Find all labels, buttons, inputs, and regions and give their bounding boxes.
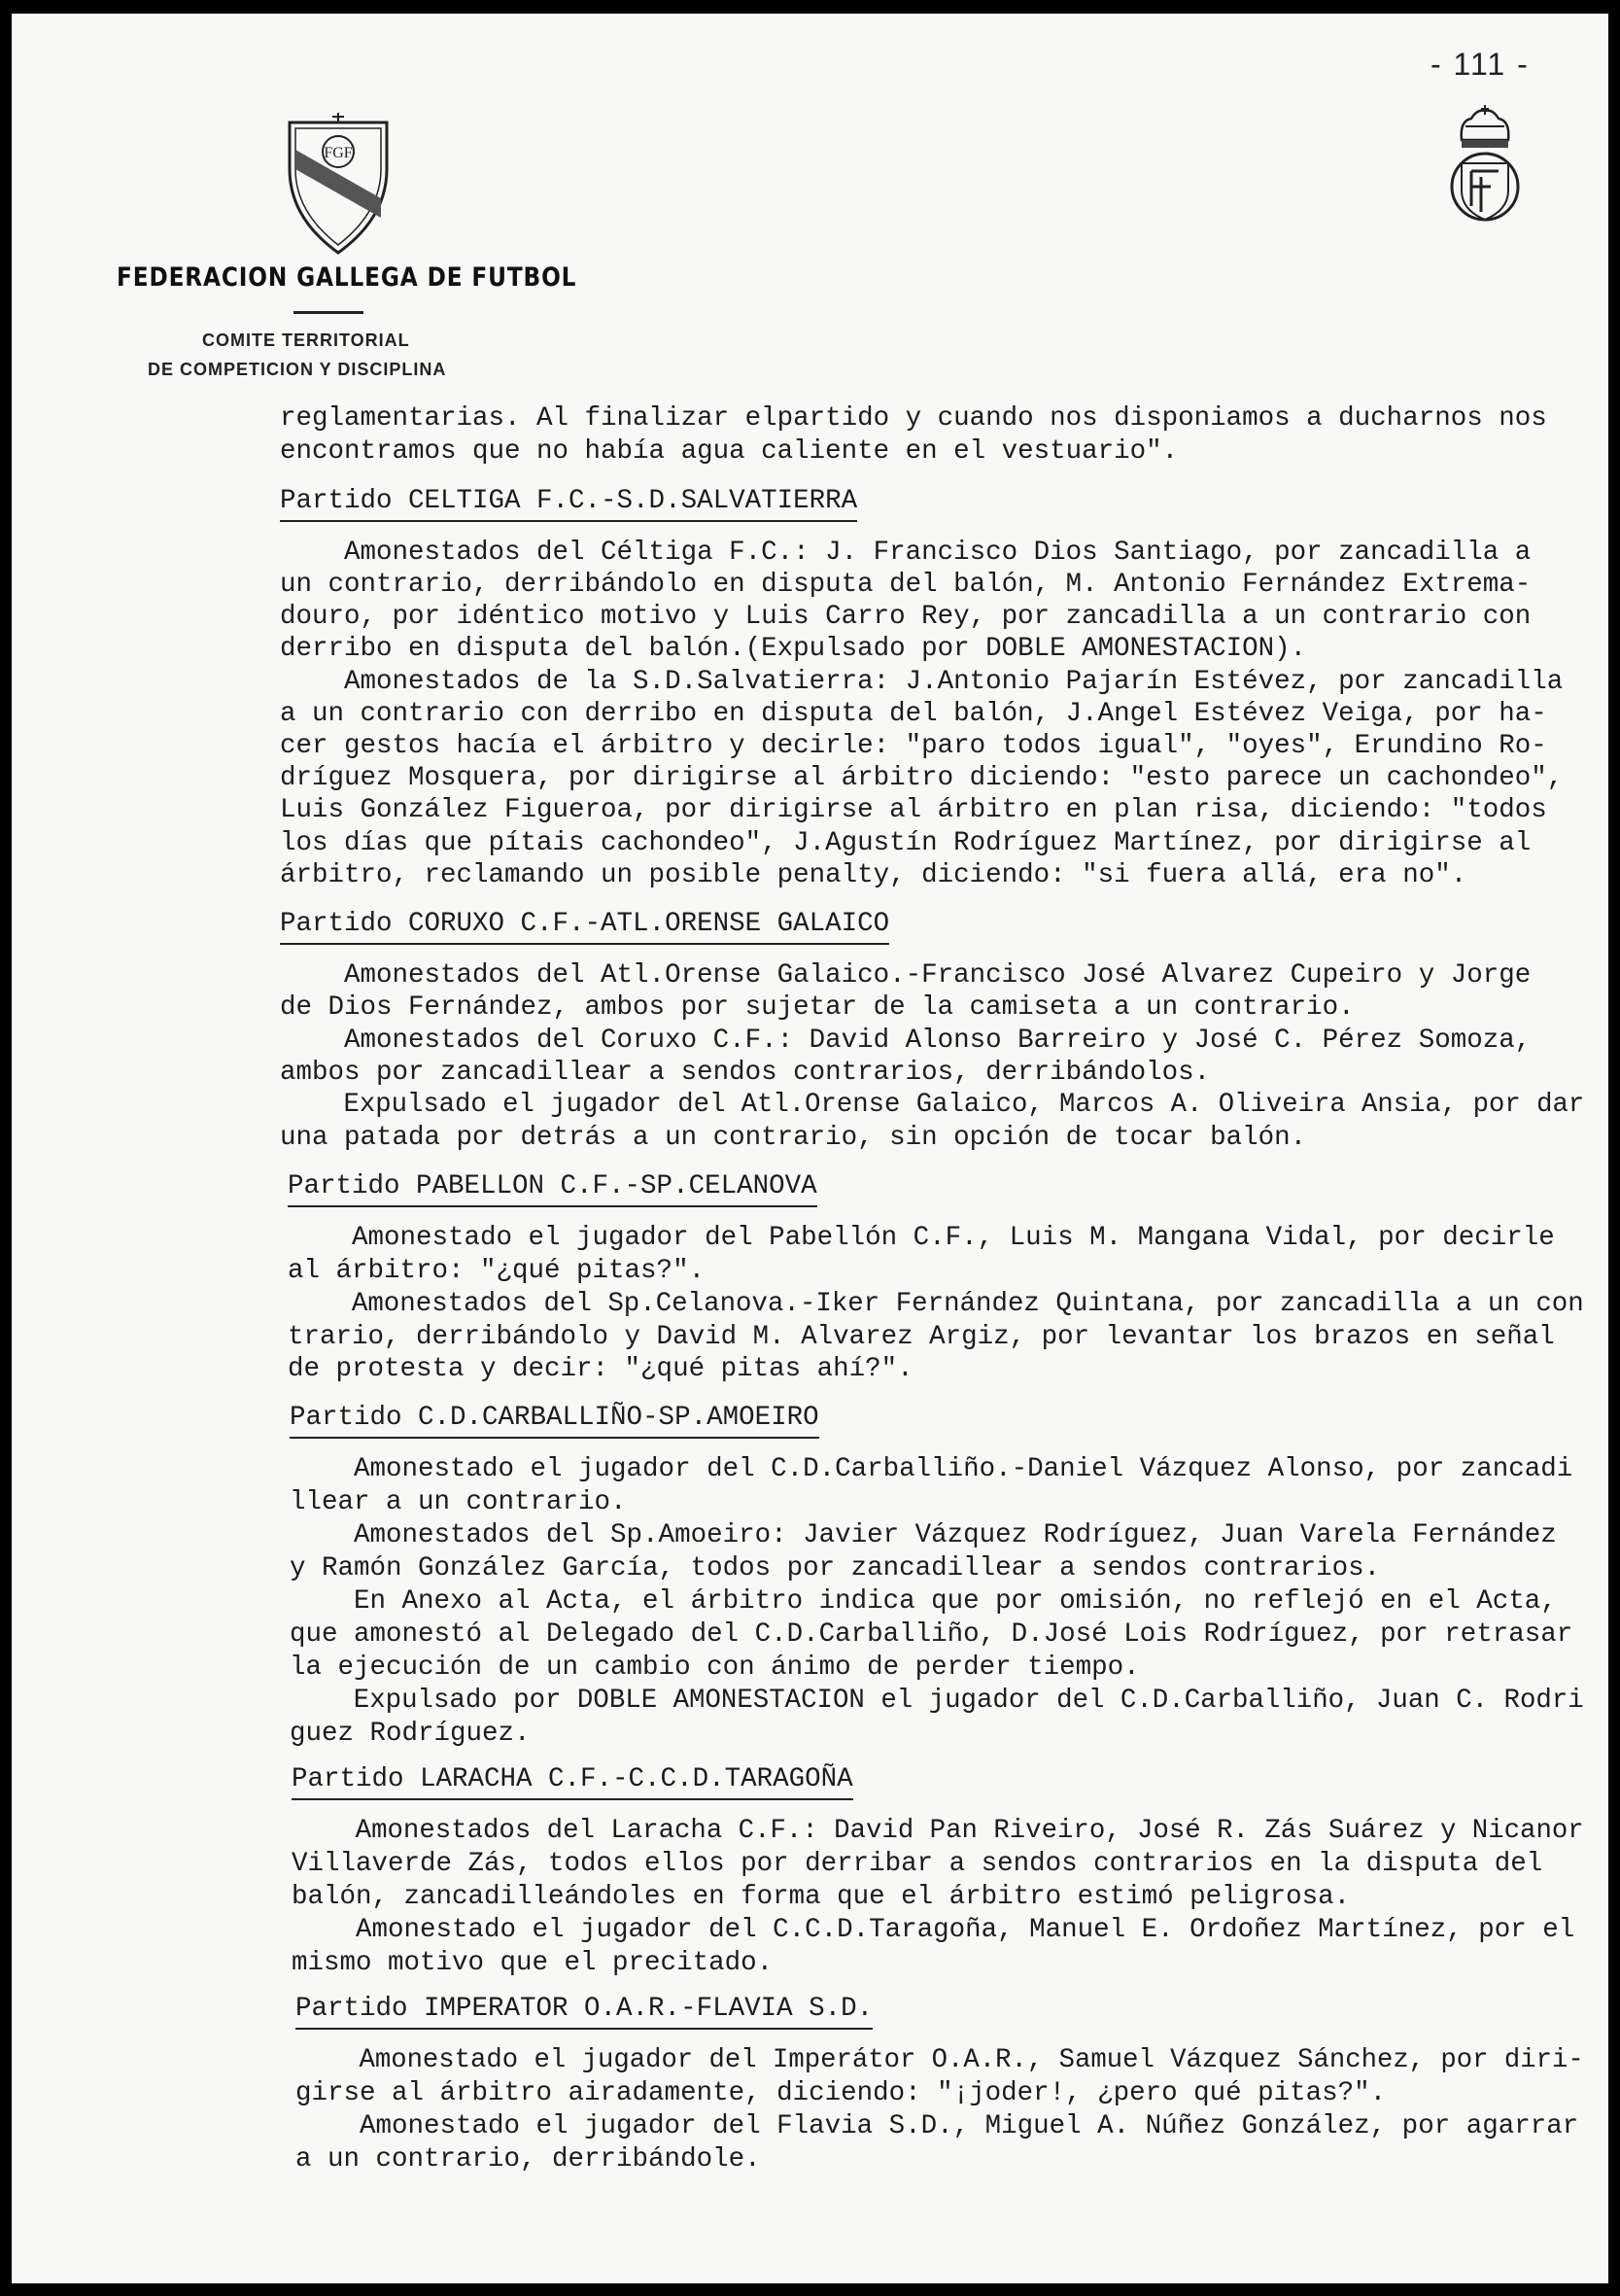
text-line: Amonestados de la S.D.Salvatierra: J.Antonio Pajarín Estévez, por zancadilla [280,667,1564,697]
text-line: un contrario, derribándolo en disputa del balón, M. Antonio Fernández Extrema- [280,570,1532,600]
text-line: Amonestados del Sp.Amoeiro: Javier Vázquez Rodríguez, Juan Varela Fernández [290,1520,1557,1550]
match-heading: Partido C.D.CARBALLIÑO-SP.AMOEIRO [290,1403,819,1433]
text-line: ambos por zancadillear a sendos contrarios, derribándolos. [280,1058,1211,1088]
federation-name: FEDERACION GALLEGA DE FUTBOL [117,262,577,293]
text-line: Amonestado el jugador del C.D.Carballiño.-Daniel Vázquez Alonso, por zancadi [290,1454,1573,1484]
text-line: una patada por detrás a un contrario, sin opción de tocar balón. [280,1123,1307,1153]
text-line: que amonestó al Delegado del C.D.Carballiño, D.José Lois Rodríguez, por retrasar [290,1619,1573,1650]
text-line: Amonestado el jugador del Pabellón C.F., Luis M. Mangana Vidal, por decirle [288,1223,1555,1253]
divider [293,311,363,314]
text-line: Amonestado el jugador del Imperátor O.A.R., Samuel Vázquez Sánchez, por diri- [295,2045,1584,2075]
committee-line2: DE COMPETICION Y DISCIPLINA [148,360,447,379]
text-line: de protesta y decir: "¿qué pitas ahí?". [288,1354,913,1384]
text-line: a un contrario, derribándole. [295,2144,761,2174]
text-line: llear a un contrario. [290,1487,627,1517]
text-line: Amonestado el jugador del Flavia S.D., Miguel A. Núñez González, por agarrar [295,2111,1579,2141]
text-line: encontramos que no había agua caliente en el vestuario". [280,436,1179,467]
text-line: dríguez Mosquera, por dirigirse al árbitro diciendo: "esto parece un cachondeo", [280,763,1564,793]
text-line: Amonestados del Céltiga F.C.: J. Francisco Dios Santiago, por zancadilla a [280,538,1532,568]
text-line: reglamentarias. Al finalizar elpartido y cuando nos disponiamos a ducharnos nos [280,403,1547,434]
text-line: los días que pítais cachondeo", J.Agustín Rodríguez Martínez, por dirigirse al [280,828,1532,858]
text-line: Amonestados del Coruxo C.F.: David Alonso Barreiro y José C. Pérez Somoza, [280,1026,1532,1056]
federation-shield-logo [286,111,391,257]
match-heading: Partido CORUXO C.F.-ATL.ORENSE GALAICO [280,909,890,939]
text-line: Expulsado por DOBLE AMONESTACION el jugador del C.D.Carballiño, Juan C. Rodri [290,1686,1584,1716]
text-line: Amonestados del Sp.Celanova.-Iker Fernández Quintana, por zancadilla a un con [288,1289,1584,1319]
text-line: Expulsado el jugador del Atl.Orense Galaico, Marcos A. Oliveira Ansia, por dar [280,1090,1585,1120]
text-line: y Ramón González García, todos por zancadillear a sendos contrarios. [290,1553,1381,1583]
text-line: girse al árbitro airadamente, diciendo: "¡joder!, ¿pero qué pitas?". [295,2078,1387,2108]
text-line: de Dios Fernández, ambos por sujetar de la camiseta a un contrario. [280,992,1355,1023]
text-line: En Anexo al Acta, el árbitro indica que por omisión, no reflejó en el Acta, [290,1586,1557,1617]
text-line: a un contrario con derribo en disputa del balón, J.Angel Estévez Veiga, por ha- [280,699,1547,729]
text-line: derribo en disputa del balón.(Expulsado por DOBLE AMONESTACION). [280,634,1307,664]
text-line: balón, zancadilleándoles en forma que el árbitro estimó peligrosa. [292,1882,1351,1912]
text-line: Amonestados del Atl.Orense Galaico.-Francisco José Alvarez Cupeiro y Jorge [280,960,1532,991]
document-page [12,14,1608,2283]
text-line: Amonestados del Laracha C.F.: David Pan Riveiro, José R. Zás Suárez y Nicanor [292,1816,1584,1846]
svg-text:FGF: FGF [324,145,353,161]
match-heading: Partido CELTIGA F.C.-S.D.SALVATIERRA [280,486,858,516]
text-line: mismo motivo que el precitado. [292,1948,774,1978]
text-line: árbitro, reclamando un posible penalty, diciendo: "si fuera allá, era no". [280,860,1467,890]
committee-line1: COMITE TERRITORIAL [202,330,410,350]
match-heading: Partido LARACHA C.F.-C.C.D.TARAGOÑA [292,1764,853,1794]
rfef-crown-emblem [1440,101,1530,227]
text-line: al árbitro: "¿qué pitas?". [288,1256,706,1286]
match-heading: Partido IMPERATOR O.A.R.-FLAVIA S.D. [295,1994,874,2024]
text-line: Amonestado el jugador del C.C.D.Taragoña, Manuel E. Ordoñez Martínez, por el [292,1915,1575,1945]
text-line: Villaverde Zás, todos ellos por derribar a sendos contrarios en la disputa del [292,1849,1543,1879]
text-line: cer gestos hacía el árbitro y decirle: "paro todos igual", "oyes", Erundino Ro- [280,731,1547,761]
page-number: - 111 - [1430,47,1530,82]
text-line: guez Rodríguez. [290,1719,531,1749]
text-line: Luis González Figueroa, por dirigirse al árbitro en plan risa, diciendo: "todos [280,795,1547,825]
text-line: douro, por idéntico motivo y Luis Carro Rey, por zancadilla a un contrario con [280,602,1532,632]
text-line: trario, derribándolo y David M. Alvarez Argiz, por levantar los brazos en señal [288,1322,1555,1352]
match-heading: Partido PABELLON C.F.-SP.CELANOVA [288,1171,817,1201]
text-line: la ejecución de un cambio con ánimo de perder tiempo. [290,1652,1140,1683]
